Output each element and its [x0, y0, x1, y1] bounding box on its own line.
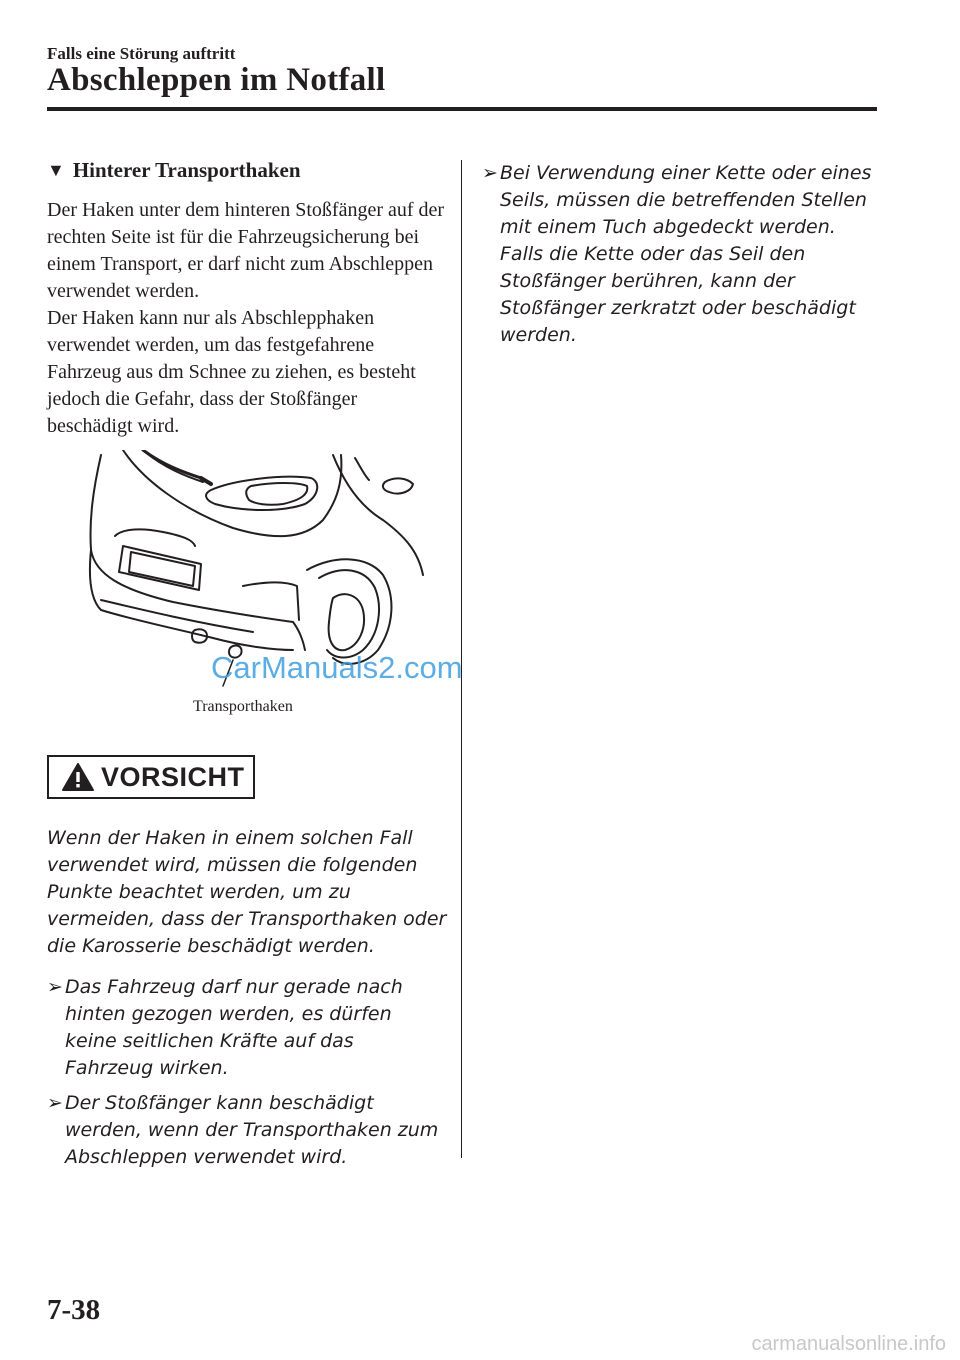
warning-triangle-icon	[61, 762, 95, 792]
caution-box	[47, 755, 255, 799]
caution-bullet-text: Bei Verwendung einer Kette oder eines Seils, müssen die betreffenden Stellen mit einem Tuch abgedeckt werden. Falls die Kette oder das Seil den Stoßfänger berühren, kann der Stoßfänger zerkratzt oder beschädigt werden.	[500, 162, 872, 346]
caution-bullet-text: Das Fahrzeug darf nur gerade nach hinten gezogen werden, es dürfen keine seitlichen Kräfte auf das Fahrzeug wirken.	[65, 976, 403, 1079]
caution-bullet-text: Der Stoßfänger kann beschädigt werden, wenn der Transporthaken zum Abschleppen verwendet wird.	[65, 1092, 439, 1168]
right-column	[482, 160, 882, 357]
caution-bullet	[482, 160, 882, 349]
bullet-arrow-icon: ➢	[47, 1092, 63, 1114]
page-number: 7-38	[47, 1294, 101, 1326]
footer-watermark: carmanualsonline.info	[751, 1333, 946, 1355]
section-heading-text: Hinterer Transporthaken	[72, 158, 301, 182]
caution-label: VORSICHT	[101, 761, 245, 792]
caution-bullet-list-right	[482, 160, 882, 349]
figure-watermark: CarManuals2.com	[211, 650, 463, 685]
car-rear-illustration	[83, 450, 463, 715]
bullet-arrow-icon: ➢	[47, 976, 63, 998]
paragraph-2: Der Haken kann nur als Abschlepphaken verwendet werden, um das festgefahrene Fahrzeug aus dm Schnee zu ziehen, es besteht jedoch die Gefahr, dass der Stoßfänger beschädigt wird.	[47, 307, 416, 437]
figure-callout-label: Transporthaken	[193, 698, 293, 715]
caution-bullet	[47, 1090, 447, 1171]
chapter-title: Falls eine Störung auftritt	[47, 44, 236, 63]
left-column	[47, 158, 463, 1179]
header-rule	[47, 107, 877, 111]
caution-intro: Wenn der Haken in einem solchen Fall verwendet wird, müssen die folgenden Punkte beachtet werden, um zu vermeiden, dass der Transporthaken oder die Karosserie beschädigt werden.	[47, 827, 447, 957]
paragraph-1: Der Haken unter dem hinteren Stoßfänger auf der rechten Seite ist für die Fahrzeugsicherung bei einem Transport, er darf nicht zum Abschleppen verwendet werden.	[47, 199, 445, 302]
triangle-marker-icon: ▼	[47, 160, 65, 180]
section-heading	[47, 158, 447, 183]
bullet-arrow-icon: ➢	[482, 162, 498, 184]
caution-bullet-list-left	[47, 974, 447, 1171]
page-title: Abschleppen im Notfall	[47, 62, 386, 98]
caution-bullet	[47, 974, 447, 1082]
